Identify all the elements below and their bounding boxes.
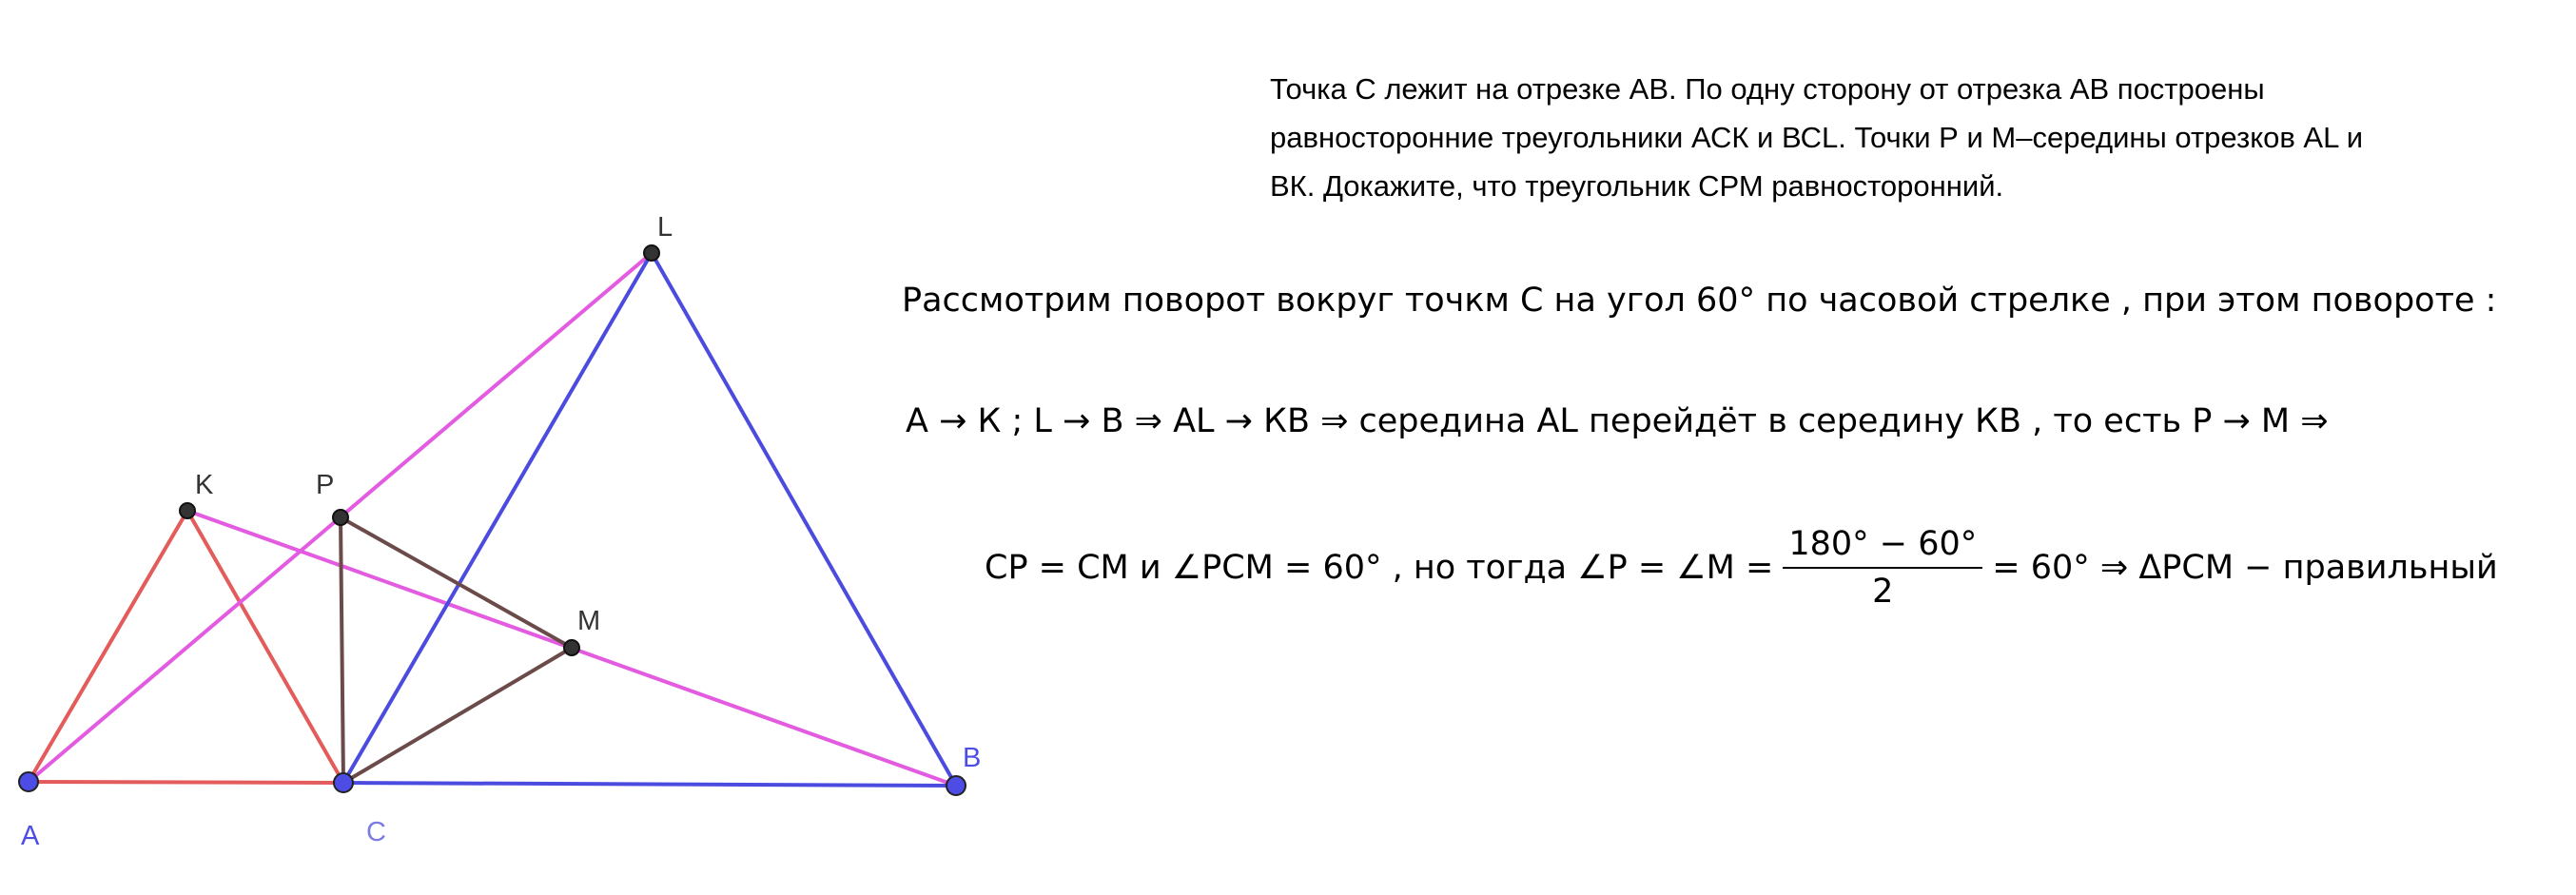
problem-line-2: равносторонние треугольники АСК и ВСL. Точки Р и М–середины отрезков АL и — [1270, 121, 2364, 154]
solution-line-2: А → К ; L → В ⇒ АL → КВ ⇒ середина АL перейдёт в середину КВ , то есть Р → М ⇒ — [906, 402, 2329, 440]
point-k — [180, 503, 195, 518]
geometry-figure — [0, 0, 982, 895]
segment-cl — [343, 253, 652, 783]
segment-pm — [341, 517, 572, 648]
label-c: C — [366, 817, 386, 847]
label-p: P — [316, 470, 335, 500]
segment-kc — [187, 511, 343, 783]
problem-statement — [1270, 65, 2507, 210]
solution-line-3-part2: = 60° ⇒ ΔРСМ − правильный — [1992, 549, 2498, 587]
label-m: M — [577, 606, 601, 636]
point-l — [644, 245, 659, 261]
label-k: K — [195, 470, 214, 500]
label-l: L — [657, 212, 673, 243]
solution-line-3-part1: СР = СМ и ∠РСМ = 60° , но тогда ∠Р = ∠М = — [985, 549, 1774, 587]
lines-al-kb — [29, 253, 956, 786]
segment-ak — [29, 511, 187, 782]
point-p — [333, 510, 348, 525]
point-a — [19, 772, 38, 791]
point-c — [334, 773, 353, 792]
triangle-bcl — [343, 253, 956, 786]
fraction — [1783, 525, 1982, 611]
solution-line-1: Рассмотрим поворот вокруг точкм С на угол 60° по часовой стрелке , при этом повороте : — [902, 282, 2497, 320]
label-a: A — [21, 821, 40, 851]
point-b — [946, 776, 966, 795]
label-b: B — [963, 743, 982, 773]
fraction-numerator: 180° − 60° — [1783, 525, 1982, 569]
segment-cb — [343, 783, 956, 786]
segment-cm — [343, 648, 572, 783]
triangle-cpm — [341, 517, 572, 783]
point-m — [564, 640, 579, 655]
problem-line-3: ВК. Докажите, что треугольник СРМ равносторонний. — [1270, 169, 2004, 203]
point-labels — [21, 212, 981, 851]
points — [19, 245, 966, 795]
problem-line-1: Точка С лежит на отрезке АВ. По одну сторону от отрезка АВ построены — [1270, 72, 2265, 106]
fraction-denominator: 2 — [1872, 573, 1894, 611]
segment-ac — [29, 782, 343, 783]
segment-lb — [652, 253, 956, 786]
solution-line-3 — [985, 525, 2498, 611]
segment-cp — [341, 517, 343, 783]
